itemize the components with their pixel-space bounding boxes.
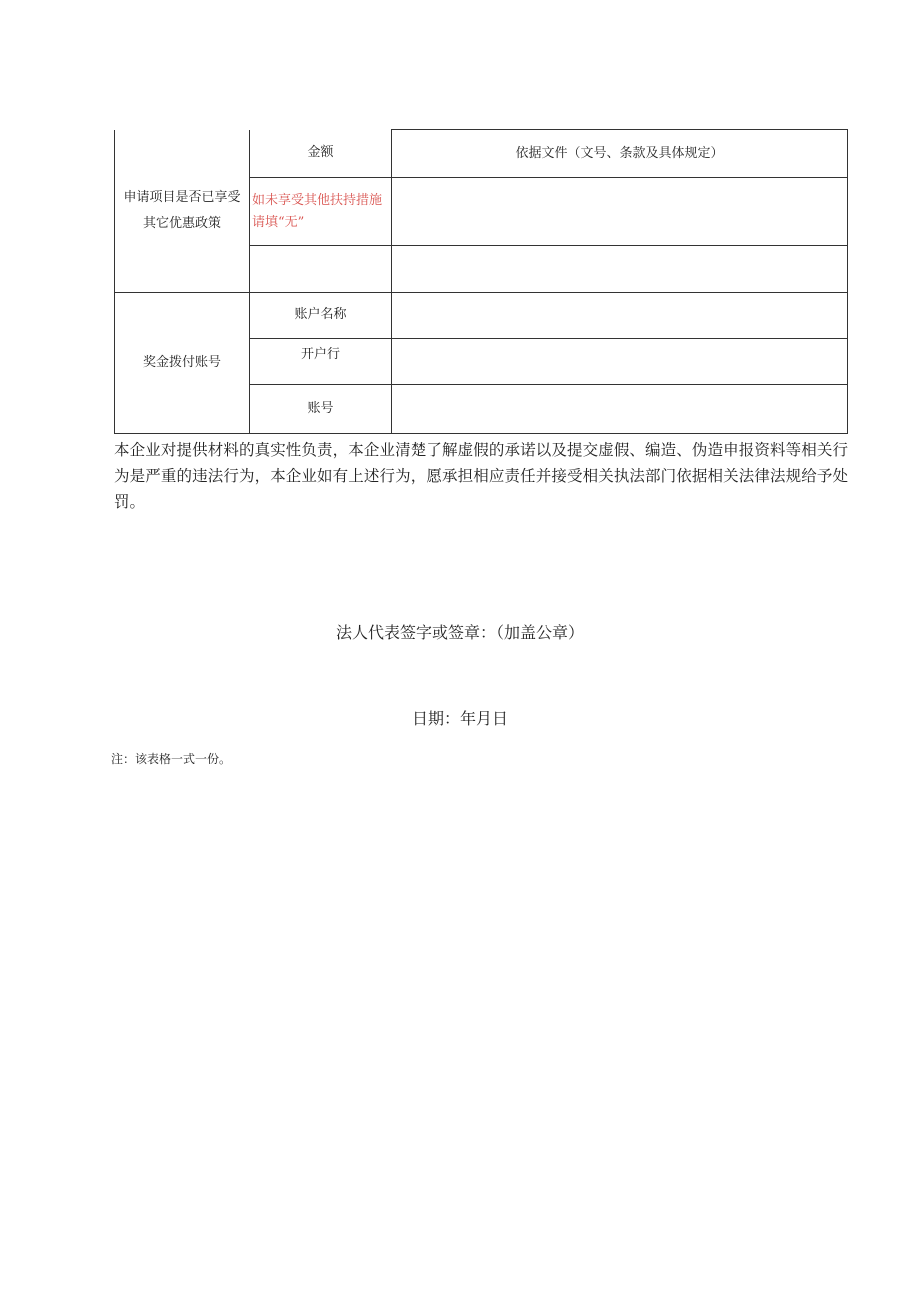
footnote: 注：该表格一式一份。 <box>111 752 232 766</box>
basis-input-cell-2[interactable] <box>392 246 848 292</box>
account-name-label: 账户名称 <box>294 307 347 323</box>
policy-header-row <box>115 130 848 178</box>
amount-hint: 如未享受其他扶持措施请填“无” <box>252 192 383 230</box>
account-label-cell <box>115 292 250 433</box>
amount-input-cell-1[interactable] <box>250 178 392 246</box>
account-name-row <box>115 292 848 338</box>
account-number-label-cell <box>250 384 392 433</box>
basis-input-cell-1[interactable] <box>392 178 848 246</box>
application-form-table <box>114 129 848 434</box>
bank-input-cell[interactable] <box>392 338 848 384</box>
account-number-label: 账号 <box>307 400 334 416</box>
account-name-input-cell[interactable] <box>392 292 848 338</box>
basis-header-cell <box>392 130 848 178</box>
date-line: 日期：年月日 <box>411 709 508 728</box>
policy-label-cell <box>115 130 250 293</box>
bank-label: 开户行 <box>300 346 340 362</box>
amount-input-cell-2[interactable] <box>250 246 392 292</box>
amount-header-cell <box>250 130 392 178</box>
policy-label: 申请项目是否已享受其它优惠政策 <box>123 189 241 231</box>
account-number-input-cell[interactable] <box>392 384 848 433</box>
amount-header: 金额 <box>307 145 334 161</box>
account-label: 奖金拨付账号 <box>142 354 221 370</box>
account-name-label-cell <box>250 292 392 338</box>
pledge-statement: 本企业对提供材料的真实性负责，本企业清楚了解虚假的承诺以及提交虚假、编造、伪造申报资料等相关行为是严重的违法行为，本企业如有上述行为，愿承担相应责任并接受相关执法部门依据相关法律法规给予处罚。 <box>114 441 848 511</box>
bank-label-cell <box>250 338 392 384</box>
basis-header: 依据文件（文号、条款及具体规定） <box>515 145 724 161</box>
signature-line: 法人代表签字或签章：（加盖公章） <box>335 623 584 642</box>
